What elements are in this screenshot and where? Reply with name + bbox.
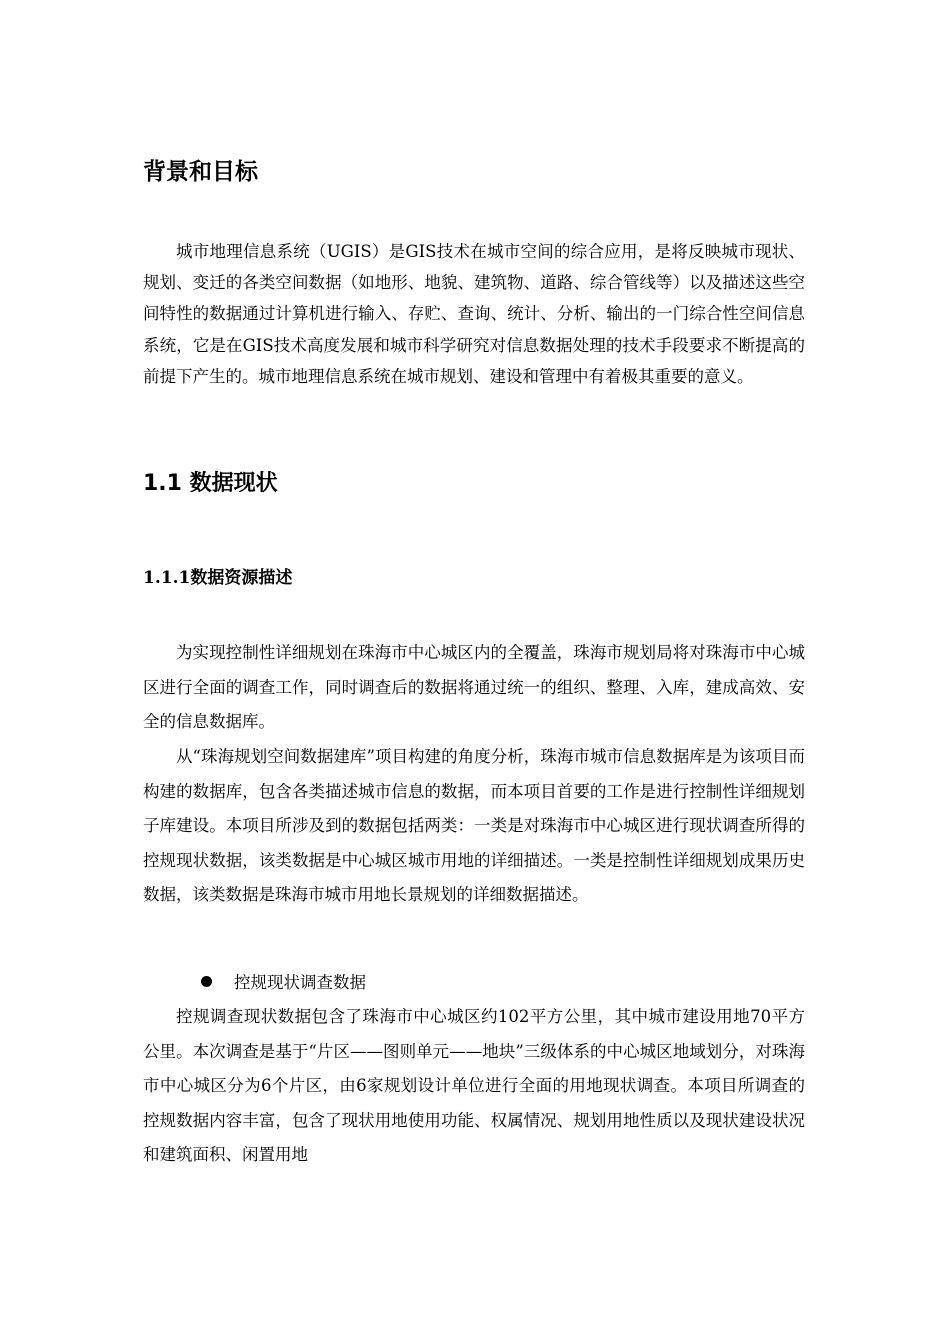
bullet-dot-icon — [201, 976, 212, 987]
subsection-heading-data-resources: 1.1.1数据资源描述 — [143, 568, 293, 588]
section-heading-data-status: 1.1 数据现状 — [143, 471, 278, 496]
body-paragraph-survey-data: 控规调查现状数据包含了珠海市中心城区约102平方公里，其中城市建设用地70平方公里。本次调查是基于“片区——图则单元——地块”三级体系的中心城区地域划分，对珠海市中心城区分为6个片区，由6家规划设计单位进行全面的用地现状调查。本项目所调查的控规数据内容丰富，包含了现状用地使用功能、权属情况、规划用地性质以及现状建设状况和建筑面积、闲置用地 — [143, 1007, 805, 1165]
intro-paragraph: 城市地理信息系统（UGIS）是GIS技术在城市空间的综合应用，是将反映城市现状、规划、变迁的各类空间数据（如地形、地貌、建筑物、道路、综合管线等）以及描述这些空间特性的数据通过计算机进行输入、存贮、查询、统计、分析、输出的一门综合性空间信息系统，它是在GIS技术高度发展和城市科学研究对信息数据处理的技术手段要求不断提高的前提下产生的。城市地理信息系统在城市规划、建设和管理中有着极其重要的意义。 — [143, 242, 805, 386]
bullet-item — [201, 966, 366, 1000]
bullet-item-label: 控规现状调查数据 — [234, 973, 366, 992]
body-paragraph-project-analysis: 从“珠海规划空间数据建库”项目构建的角度分析，珠海市城市信息数据库是为该项目而构建的数据库，包含各类描述城市信息的数据，而本项目首要的工作是进行控制性详细规划子库建设。本项目所涉及到的数据包括两类：一类是对珠海市中心城区进行现状调查所得的控规现状数据，该类数据是中心城区城市用地的详细描述。一类是控制性详细规划成果历史数据，该类数据是珠海市城市用地长景规划的详细数据描述。 — [143, 747, 805, 905]
section-heading-background: 背景和目标 — [143, 159, 258, 185]
body-paragraph-coverage: 为实现控制性详细规划在珠海市中心城区内的全覆盖，珠海市规划局将对珠海市中心城区进行全面的调查工作，同时调查后的数据将通过统一的组织、整理、入库，建成高效、安全的信息数据库。 — [143, 643, 805, 731]
